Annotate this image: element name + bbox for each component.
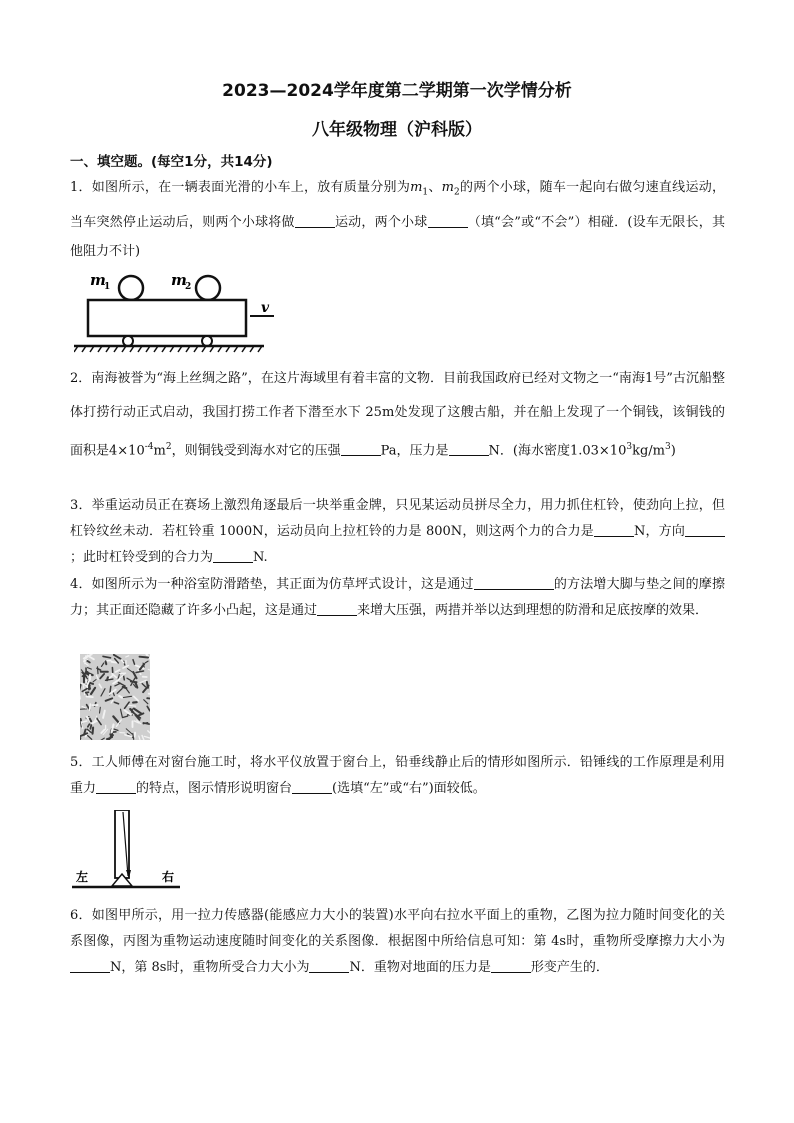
- q6-text-1: 6．如图甲所示，用一拉力传感器(能感应力大小的装置)水平向右拉水平面上的重物，乙图为拉力随时间变化的关系图像，丙图为重物运动速度随时间变化的关系图像．根据图中所给信息可知：第 4s时，重物所受摩擦力大小为: [70, 908, 725, 949]
- q3-text-3: ；此时杠铃受到的合力为: [70, 550, 214, 565]
- section-heading: 一、填空题。(每空1分，共14分): [70, 154, 273, 170]
- question-2: [70, 362, 725, 468]
- answer-blank[interactable]: [96, 779, 136, 794]
- q1-text-2: 的两个小球，随车一起向右做匀速直线运动，当车突然停止运动后，则两个小球将做: [70, 180, 725, 230]
- fig-m2-sub: 2: [185, 282, 192, 292]
- q2-area-unit-exp: 2: [165, 442, 172, 452]
- ball-m2: [196, 276, 220, 300]
- q2-text-3: Pa，压力是: [380, 443, 449, 459]
- q5-text-3: (选填“左”或“右”)面较低。: [332, 781, 486, 796]
- question-5: [70, 750, 725, 802]
- cart-figure: [74, 266, 274, 354]
- answer-blank[interactable]: [449, 441, 489, 456]
- mat-fiber: [98, 667, 99, 674]
- answer-blank[interactable]: [295, 213, 335, 228]
- q1-text-1: 1．如图所示，在一辆表面光滑的小车上，放有质量分别为: [70, 180, 411, 195]
- question-3: [70, 493, 725, 571]
- q1-text-3: 运动，两个小球: [334, 214, 428, 230]
- ball-m1: [119, 276, 143, 300]
- question-6: [70, 903, 725, 981]
- q3-text-1: 3．举重运动员正在赛场上激烈角逐最后一块举重金牌，只见某运动员拼尽全力，用力抓住杠铃，使劲向上拉，但杠铃纹丝未动．若杠铃重 1000N，运动员向上拉杠铃的力是 800N，则这两个力的合力是: [70, 498, 725, 539]
- level-figure: [72, 810, 182, 896]
- mat-fiber: [93, 728, 94, 734]
- q3-text-4: N.: [253, 550, 268, 565]
- q1-m1: m: [410, 180, 423, 195]
- question-1: [70, 173, 725, 266]
- answer-blank[interactable]: [309, 958, 349, 973]
- page-subtitle: 八年级物理（沪科版）: [312, 120, 482, 140]
- bath-mat-image: [80, 654, 150, 740]
- answer-blank[interactable]: [428, 213, 468, 228]
- answer-blank[interactable]: [685, 522, 725, 537]
- q4-text-1: 4．如图所示为一种浴室防滑踏垫，其正面为仿草坪式设计，这是通过: [70, 577, 474, 592]
- mat-fiber: [140, 657, 149, 658]
- page-title: 2023—2024学年度第二学期第一次学情分析: [222, 81, 572, 101]
- q1-text-4: （填“会”或“不会”）相碰．(设车无限长，其他阻力不计): [70, 214, 725, 259]
- fig-left-label: 左: [76, 870, 89, 884]
- answer-blank[interactable]: [474, 575, 554, 590]
- answer-blank[interactable]: [341, 441, 381, 456]
- mat-fiber: [90, 704, 91, 710]
- answer-blank[interactable]: [317, 601, 357, 616]
- fig-m1-sub: 1: [104, 282, 111, 292]
- q2-density-unit-exp: 3: [665, 442, 671, 452]
- question-4: [70, 572, 725, 624]
- q4-text-2: 的方法增大脚与垫之间的摩擦力；其正面还隐藏了许多小凸起，这是通过: [70, 577, 725, 618]
- q2-area-exp: -4: [144, 442, 154, 452]
- fig-m2-label: m: [171, 271, 187, 289]
- fig-m1-label: m: [90, 271, 106, 289]
- mat-fiber: [147, 698, 150, 699]
- answer-blank[interactable]: [292, 779, 332, 794]
- mat-fiber: [119, 696, 122, 698]
- q1-sep: 、: [428, 180, 442, 195]
- mat-fiber: [80, 709, 87, 710]
- wheel-right: [202, 336, 212, 346]
- answer-blank[interactable]: [491, 958, 531, 973]
- q1-m1-sub: 1: [422, 187, 429, 198]
- mat-fiber: [112, 662, 117, 663]
- answer-blank[interactable]: [70, 958, 110, 973]
- q2-text-4: N．(海水密度: [488, 443, 570, 459]
- q6-text-3: N．重物对地面的压力是: [349, 960, 491, 975]
- q2-area-base: 4×10: [109, 443, 145, 459]
- q2-text-2: ，则铜钱受到海水对它的压强: [171, 443, 341, 459]
- answer-blank[interactable]: [594, 522, 634, 537]
- mat-fiber: [90, 719, 91, 722]
- wheel-left: [123, 336, 133, 346]
- fig-velocity-label: v: [261, 300, 270, 316]
- q1-m2: m: [441, 180, 454, 195]
- q5-text-2: 的特点，图示情形说明窗台: [136, 781, 293, 796]
- q2-text-1: 2．南海被誉为“海上丝绸之路”，在这片海域里有着丰富的文物．目前我国政府已经对文物之一“南海1号”古沉船整体打捞行动正式启动，我国打捞工作者下潜至水下 25m处发现了这艘古船，并在船上发现了一个铜钱，该铜钱的面积是: [70, 371, 725, 459]
- fig-right-label: 右: [162, 870, 175, 884]
- mat-fiber: [106, 661, 107, 664]
- q3-text-2: N，方向: [633, 524, 685, 539]
- q2-text-5: ): [670, 443, 676, 459]
- q6-text-2: N，第 8s时，重物所受合力大小为: [110, 960, 310, 975]
- mat-fiber: [149, 694, 150, 695]
- q5-text-1: 5．工人师傅在对窗台施工时，将水平仪放置于窗台上，铅垂线静止后的情形如图所示．铅锤线的工作原理是利用重力: [70, 755, 725, 796]
- q6-text-4: 形变产生的．: [530, 960, 609, 975]
- q2-area-unit: m: [153, 443, 166, 459]
- q4-text-3: 来增大压强，两措并举以达到理想的防滑和足底按摩的效果．: [357, 603, 709, 618]
- q2-density-base: 1.03×10: [569, 443, 627, 459]
- cart-body: [88, 300, 246, 336]
- mat-fiber: [124, 676, 125, 680]
- q1-m2-sub: 2: [454, 187, 460, 198]
- mat-fiber: [87, 697, 93, 698]
- q2-density-unit: kg/m: [632, 443, 665, 459]
- answer-blank[interactable]: [213, 548, 253, 563]
- q2-density-exp: 3: [626, 442, 633, 452]
- mat-fiber: [143, 723, 149, 724]
